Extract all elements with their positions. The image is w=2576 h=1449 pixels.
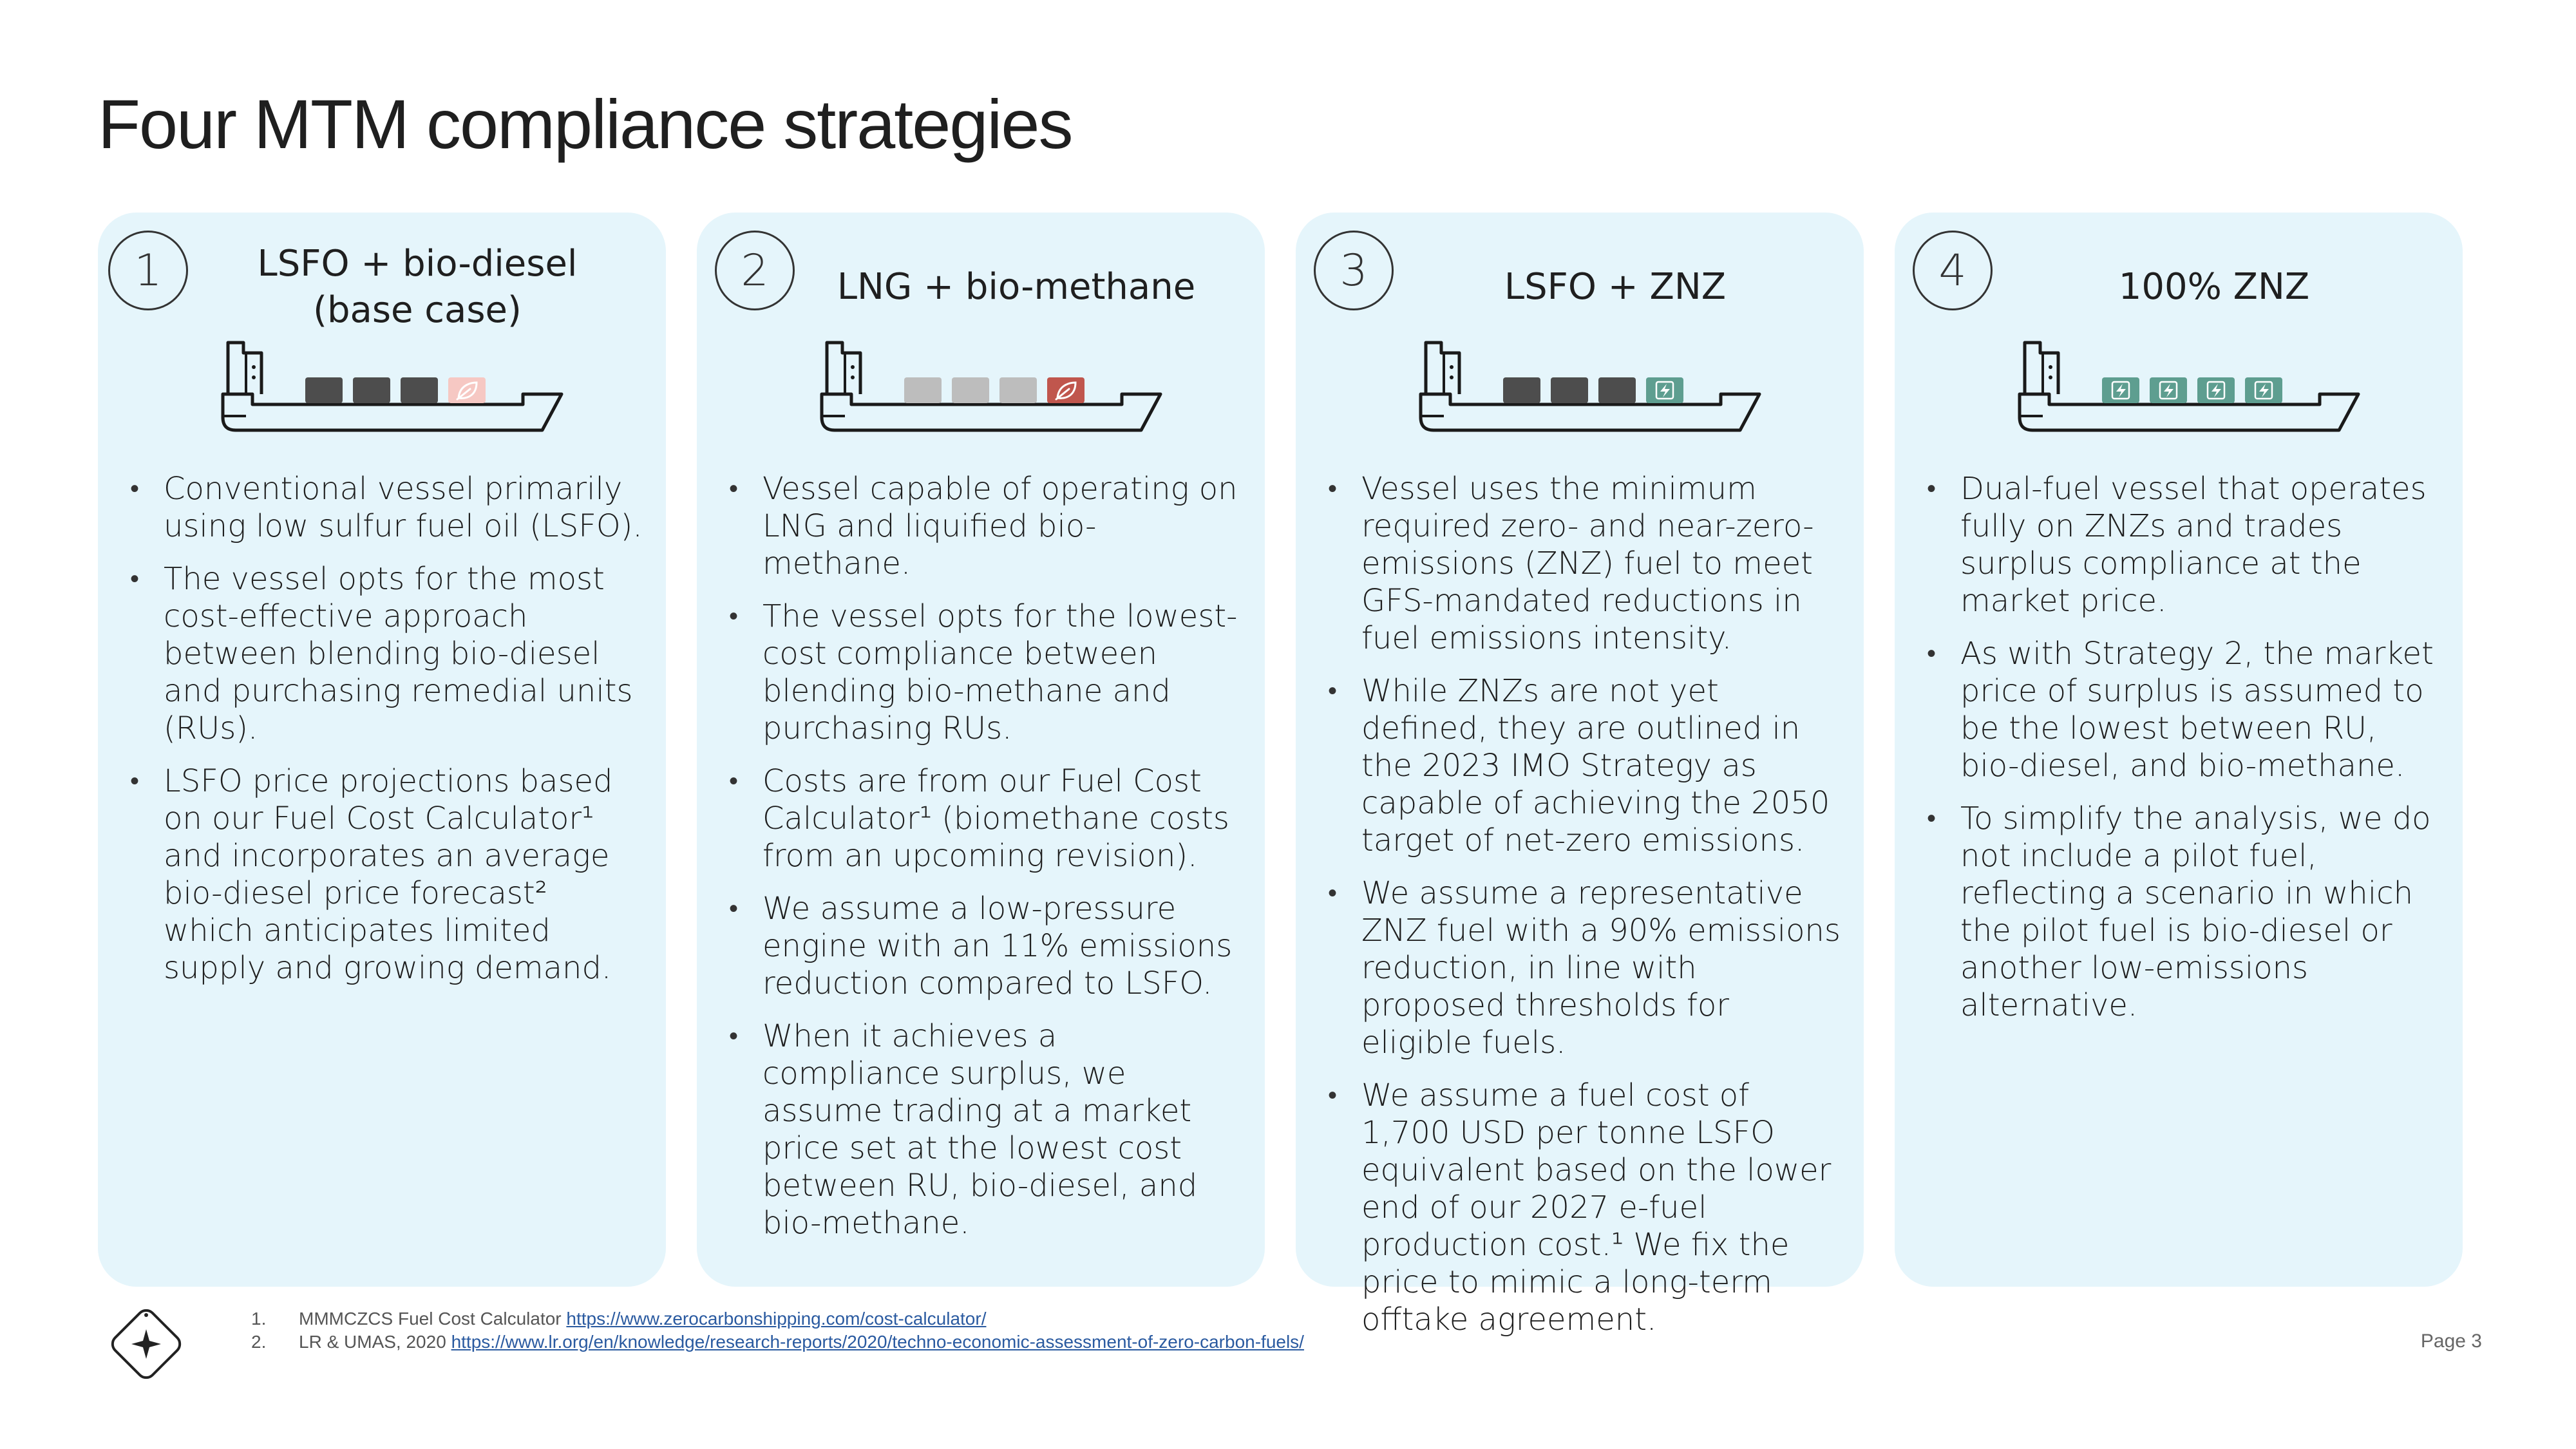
strategy-bullets xyxy=(724,470,1242,1257)
bullet-item: • Vessel capable of operating on LNG and liquified bio-methane. xyxy=(724,470,1242,582)
cargo-container-fossil xyxy=(305,377,343,403)
strategy-card-3 xyxy=(1296,213,1864,1338)
ship-window xyxy=(2049,365,2052,369)
strategy-number-badge: 4 xyxy=(1913,231,1993,310)
page-title: Four MTM compliance strategies xyxy=(98,85,1072,163)
ship-hull xyxy=(822,394,1160,430)
strategy-title xyxy=(182,242,653,332)
cargo-container-lng xyxy=(904,377,942,403)
cargo-container-fossil xyxy=(353,377,390,403)
ship-icon xyxy=(1418,334,1766,437)
strategy-card-4 xyxy=(1895,213,2463,1287)
ship-window xyxy=(851,365,855,369)
bullet-item: • The vessel opts for the most cost-effective approach between blending bio-diesel and purchasing remedial units (RUs). xyxy=(125,560,643,747)
cargo-container-fossil xyxy=(1503,377,1540,403)
cargo-container-fossil xyxy=(401,377,438,403)
ship-icon xyxy=(819,334,1167,437)
strategy-number-badge: 2 xyxy=(715,231,795,310)
strategy-bullets xyxy=(1922,470,2439,1039)
bullet-item: • LSFO price projections based on our Fuel Cost Calculator¹ and incorporates an average bio-diesel price forecast² which anticipates limited supply and growing demand. xyxy=(125,762,643,987)
strategy-title xyxy=(1379,242,1851,332)
cargo-container-bio-methane-leaf xyxy=(1047,377,1084,403)
cargo-container-bio-diesel-leaf xyxy=(448,377,486,403)
strategy-bullets xyxy=(125,470,643,1002)
ship-hull xyxy=(223,394,562,430)
footnote-link[interactable]: https://www.lr.org/en/knowledge/research-reports/2020/techno-economic-assessment-of-zero-carbon-fuels/ xyxy=(451,1332,1304,1352)
strategy-bullets xyxy=(1323,470,1841,1354)
footnote-item xyxy=(251,1307,1304,1331)
footnotes xyxy=(251,1307,1304,1354)
strategy-title xyxy=(1978,242,2450,332)
ship-icon xyxy=(2017,334,2365,437)
ship-window xyxy=(252,375,256,379)
cargo-container-fossil xyxy=(1598,377,1636,403)
footnote-item xyxy=(251,1331,1304,1354)
bullet-item: • Conventional vessel primarily using low sulfur fuel oil (LSFO). xyxy=(125,470,643,545)
logo-icon xyxy=(98,1296,194,1392)
bullet-item: • Dual-fuel vessel that operates fully on ZNZs and trades surplus compliance at the market price. xyxy=(1922,470,2439,620)
footnote-number: 2. xyxy=(251,1332,267,1352)
ship-window xyxy=(1450,365,1454,369)
strategy-title-line: LSFO + bio-diesel xyxy=(257,243,578,285)
page-number: Page 3 xyxy=(2420,1331,2482,1352)
bullet-item: • While ZNZs are not yet defined, they are outlined in the 2023 IMO Strategy as capable of achieving the 2050 target of net-zero emissions. xyxy=(1323,672,1841,859)
bullet-item: • The vessel opts for the lowest-cost compliance between blending bio-methane and purchasing RUs. xyxy=(724,598,1242,747)
ship-window xyxy=(851,375,855,379)
bullet-item: • Costs are from our Fuel Cost Calculator¹ (biomethane costs from an upcoming revision). xyxy=(724,762,1242,875)
bullet-item: • When it achieves a compliance surplus, we assume trading at a market price set at the lowest cost between RU, bio-diesel, and bio-methane. xyxy=(724,1018,1242,1242)
strategy-title-line: 100% ZNZ xyxy=(2118,266,2310,308)
strategy-title-line: (base case) xyxy=(313,289,522,331)
strategy-number-badge: 3 xyxy=(1314,231,1394,310)
ship-hull xyxy=(1421,394,1759,430)
strategy-card-2 xyxy=(697,213,1265,1287)
strategy-title-line: LSFO + ZNZ xyxy=(1504,266,1727,308)
ship-window xyxy=(252,365,256,369)
bullet-item: • To simplify the analysis, we do not include a pilot fuel, reflecting a scenario in which the pilot fuel is bio-diesel or another low-emissions alternative. xyxy=(1922,800,2439,1024)
footnote-number: 1. xyxy=(251,1309,267,1329)
ship-hull xyxy=(2020,394,2358,430)
bullet-item: • We assume a representative ZNZ fuel with a 90% emissions reduction, in line with proposed thresholds for eligible fuels. xyxy=(1323,875,1841,1061)
cargo-container-fossil xyxy=(1551,377,1588,403)
ship-icon xyxy=(220,334,568,437)
ship-window xyxy=(2049,375,2052,379)
strategy-title-line: LNG + bio-methane xyxy=(837,266,1196,308)
ship-window xyxy=(1450,375,1454,379)
bullet-item: • As with Strategy 2, the market price of surplus is assumed to be the lowest between RU, bio-diesel, and bio-methane. xyxy=(1922,635,2439,784)
footnote-link[interactable]: https://www.zerocarbonshipping.com/cost-calculator/ xyxy=(566,1309,987,1329)
bullet-item: • We assume a fuel cost of 1,700 USD per tonne LSFO equivalent based on the lower end of our 2027 e-fuel production cost.¹ We fix the price to mimic a long-term offtake agreement. xyxy=(1323,1077,1841,1338)
strategy-card-1 xyxy=(98,213,666,1287)
strategy-number-badge: 1 xyxy=(108,231,188,310)
bullet-item: • We assume a low-pressure engine with an 11% emissions reduction compared to LSFO. xyxy=(724,890,1242,1002)
cargo-container-lng xyxy=(952,377,989,403)
bullet-item: • Vessel uses the minimum required zero- and near-zero-emissions (ZNZ) fuel to meet GFS-mandated reductions in fuel emissions intensity. xyxy=(1323,470,1841,657)
strategy-title xyxy=(781,242,1252,332)
footnote-text: MMMCZCS Fuel Cost Calculator xyxy=(299,1309,567,1329)
cargo-container-lng xyxy=(999,377,1037,403)
footnote-text: LR & UMAS, 2020 xyxy=(299,1332,451,1352)
